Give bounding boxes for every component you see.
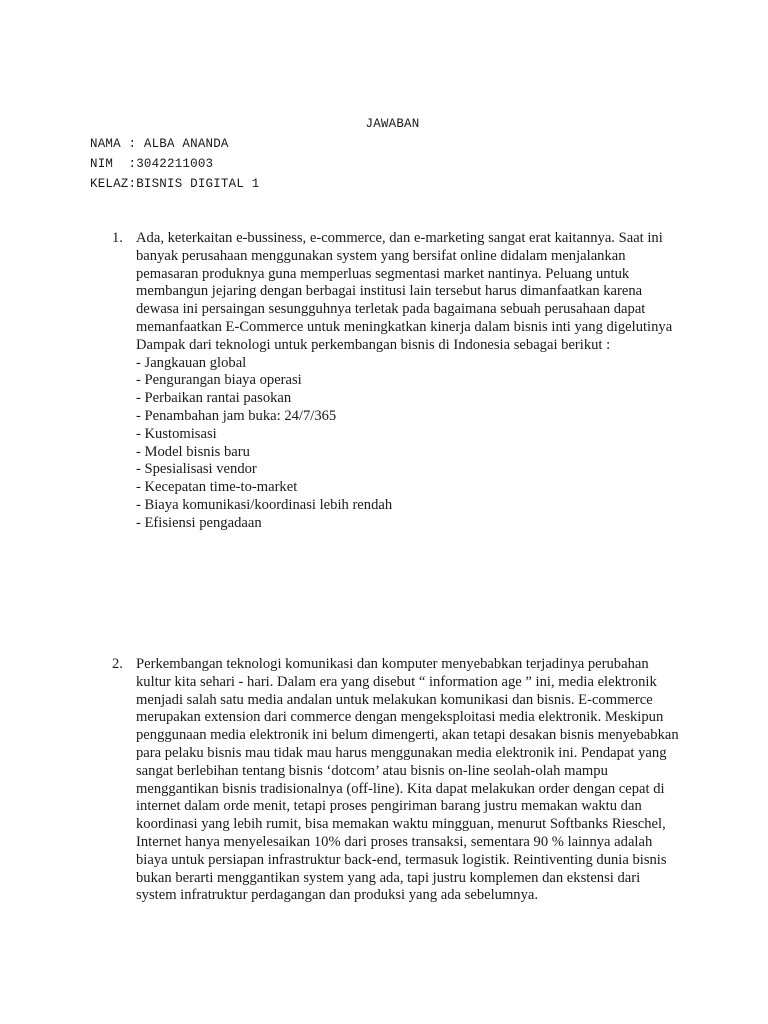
list-item: - Penambahan jam buka: 24/7/365: [136, 407, 337, 424]
student-class: KELAZ:BISNIS DIGITAL 1: [90, 177, 260, 191]
list-item: - Jangkauan global: [136, 354, 247, 371]
student-name: NAMA : ALBA ANANDA: [90, 137, 229, 151]
list-item: - Efisiensi pengadaan: [136, 514, 262, 531]
answer-paragraph: Ada, keterkaitan e-bussiness, e-commerce, dan e-marketing sangat erat kaitannya. Saat ini banyak perusahaan menggunakan system yang bersifat online didalam menjalankan pemasaran produknya guna memperluas segmentasi market nantinya. Peluang untuk membangun jejaring dengan berbagai institusi lain tersebut harus dimanfaatkan karena dewasa ini persaingan sesungguhnya terletak pada bagaimana sebuah perusahaan dapat memanfaatkan E-Commerce untuk meningkatkan kinerja dalam bisnis inti yang digelutinya: [136, 230, 673, 335]
list-item: - Kecepatan time-to-market: [136, 479, 298, 496]
student-nim: NIM :3042211003: [90, 157, 214, 171]
answer-number: 1.: [112, 230, 123, 246]
answer-item-2: [112, 656, 682, 905]
list-item: - Kustomisasi: [136, 425, 217, 442]
answer-paragraph: Perkembangan teknologi komunikasi dan komputer menyebabkan terjadinya perubahan kultur kita sehari - hari. Dalam era yang disebut “ information age ” ini, media elektronik menjadi salah satu media andalan untuk melakukan komunikasi dan bisnis. E-commerce merupakan extension dari commerce dengan mengeksploitasi media elektronik. Meskipun penggunaan media elektronik ini belum dimengerti, akan tetapi desakan bisnis menyebabkan para pelaku bisnis mau tidak mau harus menggunakan media elektronik ini. Pendapat yang sangat berlebihan tentang bisnis ‘dotcom’ atau bisnis on-line seolah-olah mampu menggantikan bisnis tradisionalnya (off-line). Kita dapat melakukan order dengan cepat di internet dalam orde menit, tetapi proses pengiriman barang justru memakan waktu dan koordinasi yang lebih rumit, bisa memakan waktu mingguan, menurut Softbanks Rieschel, Internet hanya menyelesaikan 10% dari proses transaksi, sementara 90 % lainnya adalah biaya untuk persiapan infrastruktur back-end, termasuk logistik. Reintiventing dunia bisnis bukan berarti menggantikan system yang ada, tapi justru komplemen dan ekstensi dari system infratruktur perdagangan dan produksi yang ada sebelumnya.: [136, 656, 679, 904]
list-item: - Model bisnis baru: [136, 443, 250, 460]
answer-number: 2.: [112, 656, 123, 672]
list-item: - Pengurangan biaya operasi: [136, 372, 302, 389]
list-item: - Spesialisasi vendor: [136, 461, 257, 478]
answer-intro: Dampak dari teknologi untuk perkembangan bisnis di Indonesia sebagai berikut :: [136, 336, 611, 353]
list-item: - Biaya komunikasi/koordinasi lebih rendah: [136, 496, 393, 513]
page-title: JAWABAN: [365, 117, 420, 131]
student-info: [90, 134, 259, 194]
answer-item-1: [112, 230, 682, 533]
list-item: - Perbaikan rantai pasokan: [136, 390, 292, 407]
